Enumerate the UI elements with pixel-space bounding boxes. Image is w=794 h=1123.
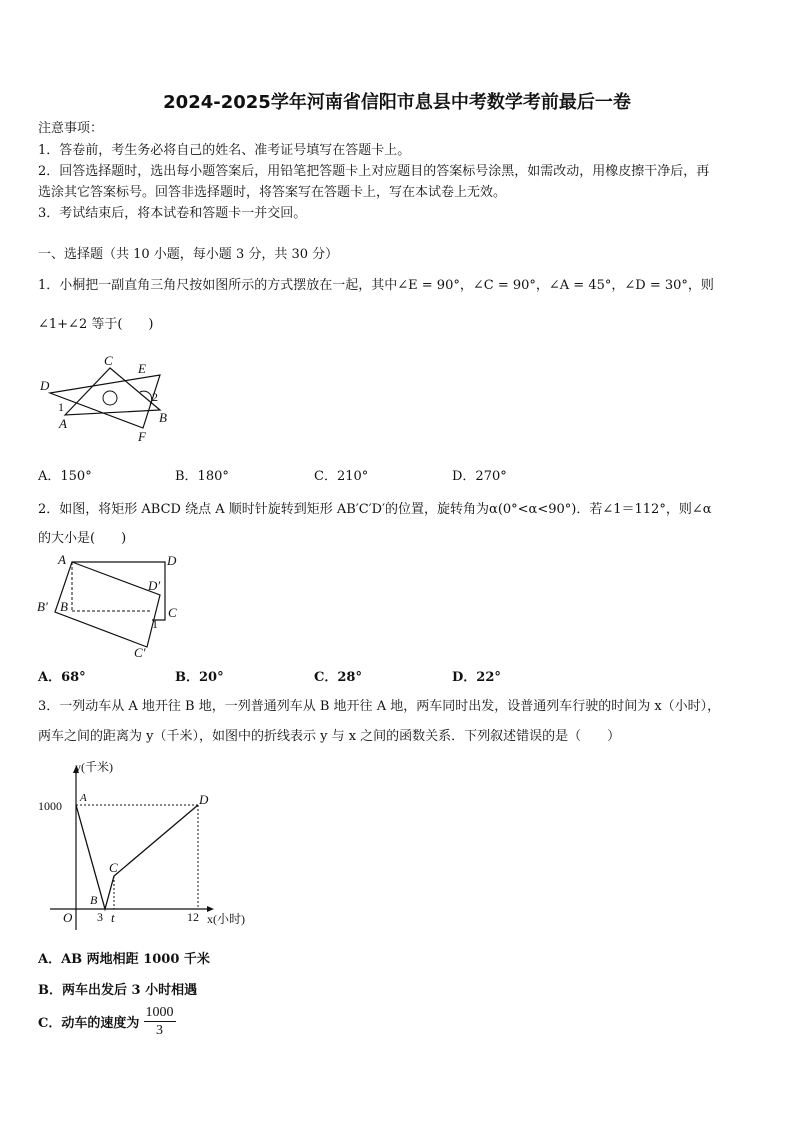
q2-option-b: B．20°	[175, 670, 224, 685]
q1-option-c: C．210°	[314, 469, 369, 484]
q1-option-d: D．270°	[452, 469, 507, 484]
q3-option-a: A．AB 两地相距 1000 千米	[38, 952, 210, 967]
q1-label-A: A	[59, 416, 67, 431]
q1-option-b: B．180°	[175, 469, 229, 484]
q2-label-B: B	[60, 599, 68, 614]
q3-option-c-fraction	[144, 1004, 176, 1039]
q2-label-D: D	[167, 553, 177, 568]
q2-option-c: C．28°	[314, 670, 362, 685]
q2-label-B-prime: B′	[37, 599, 48, 614]
q2-label-D-prime: D′	[148, 578, 161, 593]
q1-label-E: E	[138, 361, 146, 376]
q2-label-1: 1	[152, 617, 158, 631]
note-item-3: 3．考试结束后，将本试卷和答题卡一并交回。	[38, 206, 307, 221]
fraction-denominator: 3	[156, 1023, 163, 1038]
q3-y-axis-label: y(千米)	[75, 760, 113, 774]
q3-tick-3: 3	[97, 910, 103, 924]
page-title: 2024-2025学年河南省信阳市息县中考数学考前最后一卷	[163, 92, 631, 113]
q1-label-C: C	[104, 353, 113, 368]
q3-label-A: A	[80, 792, 87, 804]
q2-label-C: C	[168, 605, 177, 620]
q2-label-A: A	[58, 552, 66, 567]
question-2-stem: 2．如图，将矩形 ABCD 绕点 A 顺时针旋转到矩形 AB′C′D′的位置，旋转角为α(0°<α<90°)．若∠1＝112°，则∠α	[38, 502, 712, 517]
q2-label-C-prime: C′	[134, 645, 146, 660]
fraction-numerator: 1000	[145, 1005, 174, 1020]
q1-label-1: 1	[58, 400, 64, 414]
q3-option-c-text: C．动车的速度为	[38, 1016, 140, 1031]
q1-label-B: B	[159, 410, 167, 425]
note-item-1: 1．答卷前，考生务必将自己的姓名、准考证号填写在答题卡上。	[38, 143, 411, 158]
note-item-2-cont: 选涂其它答案标号。回答非选择题时，将答案写在答题卡上，写在本试卷上无效。	[38, 185, 507, 200]
q3-tick-1000: 1000	[38, 799, 62, 813]
question-2-stem-cont: 的大小是( )	[38, 531, 127, 546]
q3-label-C: C	[109, 860, 118, 875]
q3-label-B: B	[90, 893, 98, 907]
notes-heading: 注意事项：	[38, 121, 104, 136]
question-3-stem-cont: 两车之间的距离为 y（千米），如图中的折线表示 y 与 x 之间的函数关系．下列叙述错误的是（ ）	[38, 729, 621, 744]
q3-option-b: B．两车出发后 3 小时相遇	[38, 983, 198, 998]
q3-tick-t: t	[111, 910, 115, 925]
section-heading: 一、选择题（共 10 小题，每小题 3 分，共 30 分）	[38, 247, 339, 262]
q3-tick-12: 12	[187, 910, 199, 924]
q1-label-2: 2	[152, 390, 158, 404]
q3-label-D: D	[199, 792, 209, 807]
note-item-2: 2．回答选择题时，选出每小题答案后，用铅笔把答题卡上对应题目的答案标号涂黑，如需改动，用橡皮擦干净后，再	[38, 164, 710, 179]
question-1-stem-cont: ∠1+∠2 等于( )	[38, 317, 154, 332]
q2-option-d: D．22°	[452, 670, 501, 685]
q3-option-c	[38, 1004, 176, 1039]
q3-label-O: O	[63, 910, 73, 925]
question-1-stem: 1．小桐把一副直角三角尺按如图所示的方式摆放在一起，其中∠E = 90°，∠C = 90°，∠A = 45°，∠D = 30°，则	[38, 278, 714, 293]
q1-label-D: D	[40, 378, 50, 393]
q1-label-F: F	[138, 429, 146, 444]
q1-option-a: A．150°	[38, 469, 92, 484]
q2-option-a: A．68°	[38, 670, 86, 685]
question-3-stem: 3．一列动车从 A 地开往 B 地，一列普通列车从 B 地开往 A 地，两车同时出发，设普通列车行驶的时间为 x（小时），	[38, 699, 721, 714]
q3-x-axis-label: x(小时)	[207, 912, 245, 926]
